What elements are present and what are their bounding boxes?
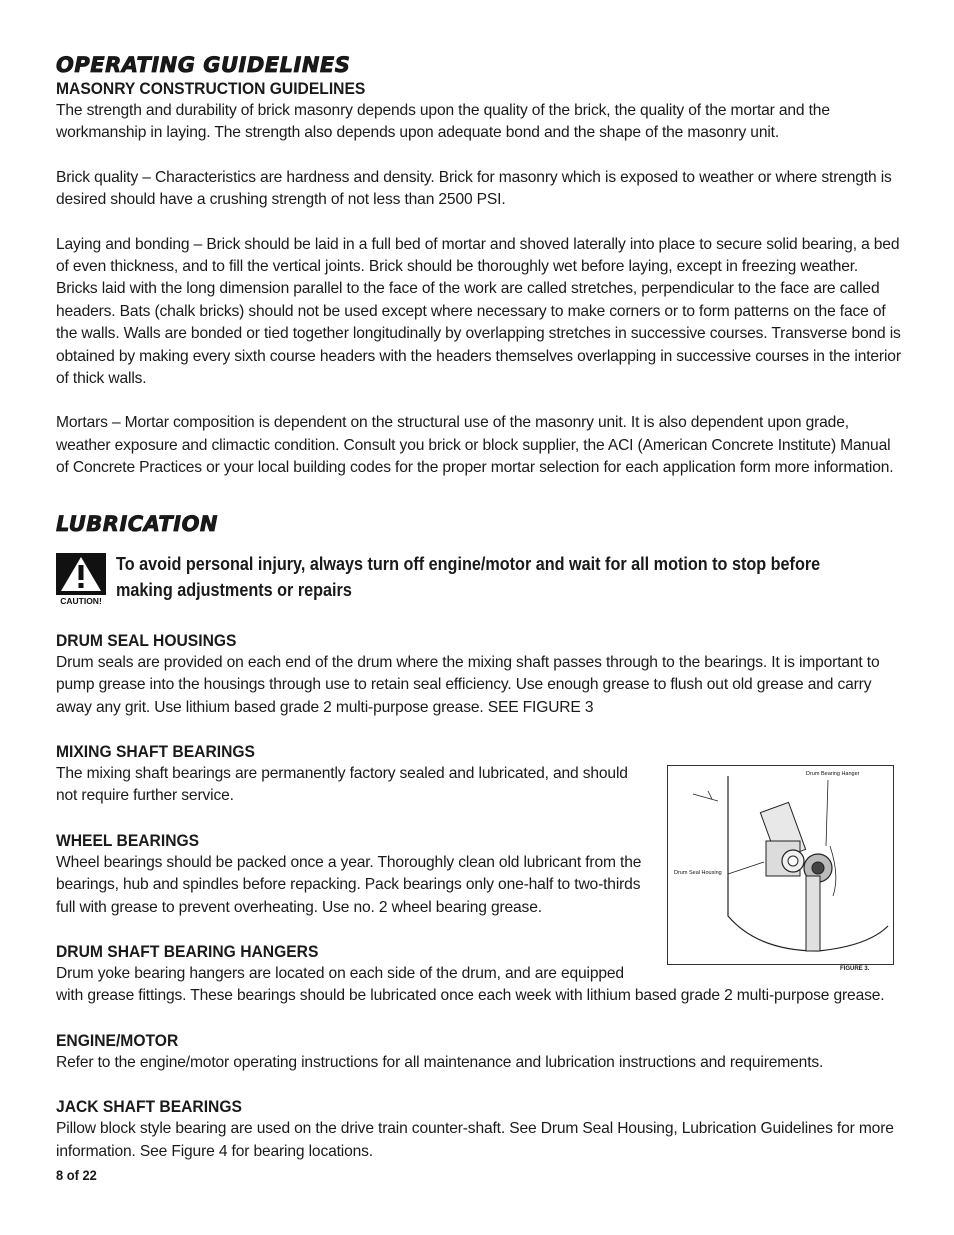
label-drum-seal-housing: Drum Seal Housing: [674, 870, 722, 876]
jack-shaft-paragraph: Pillow block style bearing are used on the drive train counter-shaft. See Drum Seal Housing, Lubrication Guidelines for more information. See Figure 4 for bearing locations.: [56, 1120, 894, 1160]
drum-seal-heading: DRUM SEAL HOUSINGS: [56, 630, 237, 650]
figure-caption: FIGURE 3.: [840, 966, 870, 972]
page-number: 8 of 22: [56, 1166, 97, 1183]
mortars-paragraph: Mortars – Mortar composition is dependent on the structural use of the masonry unit. It is also dependent upon grade, weather exposure and climactic condition. Consult you brick or block supplier, the ACI (American Concrete Institute) Manual of Concrete Practices or your local building codes for the proper mortar selection for each application form more information.: [56, 414, 894, 477]
caution-text: To avoid personal injury, always turn off engine/motor and wait for all motion to stop before making adjustments or repairs: [116, 553, 821, 600]
lubrication-heading: LUBRICATION: [56, 511, 218, 536]
bearing-hangers-heading: DRUM SHAFT BEARING HANGERS: [56, 941, 319, 961]
page-content: [56, 52, 901, 1183]
engine-motor-heading: ENGINE/MOTOR: [56, 1030, 179, 1050]
mixing-shaft-heading: MIXING SHAFT BEARINGS: [56, 741, 255, 761]
laying-bonding-paragraph: Laying and bonding – Brick should be laid in a full bed of mortar and shoved laterally into place to secure solid bearing, a bed of even thickness, and to fill the vertical joints. Brick should be thoroughly wet before laying, except in freezing weather. Bricks laid with the long dimension parallel to the face of the work are called stretches, perpendicular to the face are called headers. Bats (chalk bricks) should not be used except where necessary to make corners or to form patterns on the face of the walls. Walls are bonded or tied together longitudinally by overlapping stretches in successive courses. Transverse bond is obtained by making every sixth course headers with the headers themselves overlapping in successive courses in the interior of thick walls.: [56, 235, 901, 388]
drum-seal-paragraph: Drum seals are provided on each end of the drum where the mixing shaft passes through to the bearings. It is important to pump grease into the housings through use to retain seal efficiency. Use enough grease to flush out old grease and carry away any grit. Use lithium based grade 2 multi-purpose grease. SEE FIGURE 3: [56, 653, 880, 716]
mixing-shaft-paragraph: The mixing shaft bearings are permanently factory sealed and lubricated, and should not require further service.: [56, 764, 628, 805]
bearing-hangers-line-1: Drum yoke bearing hangers are located on each side of the drum, and are equipped: [56, 964, 624, 982]
bearing-hangers-line-2: with grease fittings. These bearings should be lubricated once each week with lithium based grade 2 multi-purpose grease.: [56, 987, 885, 1005]
figure-3-drum-bearing-diagram: [667, 765, 894, 965]
caution-notice: [56, 551, 901, 610]
brick-quality-paragraph: Brick quality – Characteristics are hardness and density. Brick for masonry which is exposed to weather or where strength is desired should have a crushing strength of not less than 2500 PSI.: [56, 168, 892, 209]
engine-motor-paragraph: Refer to the engine/motor operating instructions for all maintenance and lubrication instructions and requirements.: [56, 1053, 824, 1071]
masonry-subheading: MASONRY CONSTRUCTION GUIDELINES: [56, 79, 366, 98]
caution-label: CAUTION!: [60, 595, 102, 605]
operating-guidelines-heading: OPERATING GUIDELINES: [56, 53, 351, 77]
jack-shaft-heading: JACK SHAFT BEARINGS: [56, 1097, 242, 1117]
caution-icon: [56, 553, 106, 610]
masonry-intro-paragraph: The strength and durability of brick masonry depends upon the quality of the brick, the quality of the mortar and the workmanship in laying. The strength also depends upon adequate bond and the shape of the masonry unit.: [56, 102, 830, 142]
wheel-bearings-paragraph: Wheel bearings should be packed once a year. Thoroughly clean old lubricant from the bearings, hub and spindles before repacking. Pack bearings only one-half to two-thirds full with grease to prevent overheating. Use no. 2 wheel bearing grease.: [56, 853, 642, 916]
wheel-bearings-heading: WHEEL BEARINGS: [56, 830, 200, 850]
label-drum-bearing-hanger: Drum Bearing Hanger: [806, 771, 860, 777]
